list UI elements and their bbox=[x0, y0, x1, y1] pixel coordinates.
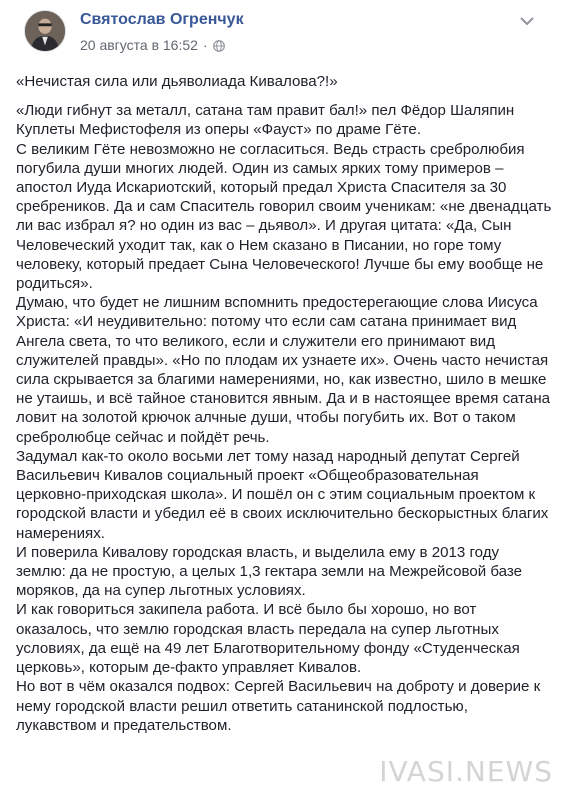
avatar[interactable] bbox=[24, 10, 66, 52]
post-header bbox=[12, 0, 549, 62]
avatar-image bbox=[25, 11, 65, 51]
post-paragraph: С великим Гёте невозможно не согласиться. Ведь страсть сребролюбия погубила души многих людей. Один из самых ярких тому примеров – апостол Иуда Искариотский, который предал Христа Спасителя за 30 сребреников. Да и сам Спаситель говорил своим ученикам: «не двенадцать ли вас избрал я? но один из вас – дьявол». И другая цитата: «Да, Сын Человеческий уходит так, как о Нем сказано в Писании, но горе тому человеку, который предает Сына Человеческого! Лучше бы ему вообще не родиться». bbox=[16, 140, 552, 293]
post-paragraph: И поверила Кивалову городская власть, и выделила ему в 2013 году землю: да не простую, а целых 1,3 гектара земли на Межрейсовой базе моряков, да на супер льготных условиях. bbox=[16, 543, 523, 600]
watermark: IVASI.NEWS bbox=[379, 755, 553, 788]
author-name[interactable]: Святослав Огренчук bbox=[80, 11, 244, 28]
post-body bbox=[16, 72, 552, 735]
post-paragraph: «Люди гибнут за металл, сатана там правит бал!» пел Фёдор Шаляпин Куплеты Мефистофеля из оперы «Фауст» по драме Гёте. bbox=[16, 102, 515, 139]
post-title: «Нечистая сила или дьяволиада Кивалова?!» bbox=[16, 73, 338, 90]
post-paragraph: И как говориться закипела работа. И всё было бы хорошо, но вот оказалось, что землю городская власть передала на супер льготных условиях, да ещё на 49 лет Благотворительному фонду «Студенческая церковь», которым де-факто управляет Кивалов. bbox=[16, 601, 520, 677]
globe-icon[interactable] bbox=[213, 39, 225, 51]
post-date[interactable]: 20 августа в 16:52 bbox=[80, 37, 198, 53]
chevron-down-icon[interactable] bbox=[519, 14, 535, 26]
post-meta bbox=[80, 37, 225, 53]
meta-separator: · bbox=[202, 37, 208, 53]
post-paragraph: Задумал как-то около восьми лет тому назад народный депутат Сергей Васильевич Кивалов социальный проект «Общеобразовательная церковно-приходская школа». И пошёл он с этим социальным проектом к городской власти и убедил её в своих исключительно бескорыстных благих намерениях. bbox=[16, 447, 549, 542]
post-paragraph: Но вот в чём оказался подвох: Сергей Васильевич на доброту и доверие к нему городской власти решил ответить сатанинской подлостью, лукавством и предательством. bbox=[16, 678, 541, 734]
post-paragraph: Думаю, что будет не лишним вспомнить предостерегающие слова Иисуса Христа: «И неудивительно: потому что если сам сатана принимает вид Ангела света, то что великого, если и служители его принимают вид служителей правды». «Но по плодам их узнаете их». Очень часто нечистая сила скрывается за благими намерениями, но, как известно, шило в мешке не утаишь, и всё тайное становится явным. Да и в настоящее время сатана ловит на золотой крючок алчные души, чтобы погубить их. Вот о таком сребролюбце сейчас и пойдёт речь. bbox=[16, 294, 551, 446]
